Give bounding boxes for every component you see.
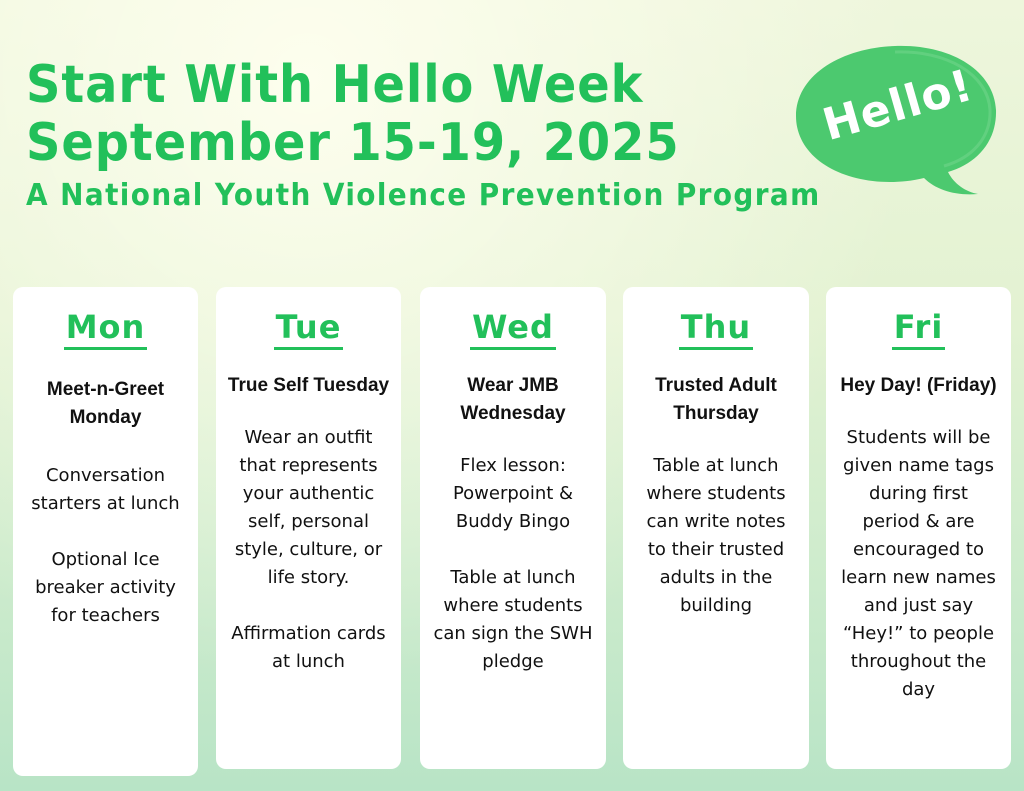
event-dates: September 15-19, 2025 — [26, 113, 680, 173]
day-activity: Table at lunch where students can sign the SWH pledge — [433, 567, 593, 672]
day-description — [623, 452, 809, 620]
day-card-fri — [826, 287, 1011, 769]
day-description — [216, 424, 401, 676]
day-theme-title: Trusted Adult Thursday — [655, 375, 777, 424]
day-heading: Fri — [892, 309, 946, 350]
day-card-mon — [13, 287, 198, 776]
day-activity: Wear an outfit that represents your authentic self, personal style, culture, or life story. — [234, 427, 383, 588]
day-heading: Tue — [274, 309, 344, 350]
day-activity: Table at lunch where students can write notes to their trusted adults in the building — [646, 455, 786, 616]
day-theme-title: Wear JMB Wednesday — [460, 375, 566, 424]
day-card-tue — [216, 287, 401, 769]
day-description — [420, 452, 606, 676]
day-activity: Optional Ice breaker activity for teachers — [35, 549, 176, 626]
day-card-wed — [420, 287, 606, 769]
day-description — [13, 462, 198, 630]
day-card-thu — [623, 287, 809, 769]
day-theme-title: Meet-n-Greet Monday — [46, 379, 165, 428]
day-activity: Flex lesson: Powerpoint & Buddy Bingo — [452, 455, 574, 532]
page-title: Start With Hello Week — [26, 55, 644, 115]
page-subtitle: A National Youth Violence Prevention Program — [26, 178, 821, 213]
day-description — [826, 424, 1011, 704]
day-heading: Thu — [679, 309, 753, 350]
hello-text: Hello! — [817, 59, 979, 152]
hello-speech-bubble — [790, 38, 1000, 198]
day-heading: Mon — [64, 309, 148, 350]
day-heading: Wed — [470, 309, 556, 350]
day-theme-title: Hey Day! (Friday) — [840, 375, 997, 396]
header — [26, 56, 880, 216]
day-activity: Students will be given name tags during first period & are encouraged to learn new names and just say “Hey!” to people throughout the day — [841, 427, 996, 700]
day-theme-title: True Self Tuesday — [227, 375, 390, 396]
day-activity: Conversation starters at lunch — [31, 465, 180, 514]
day-activity: Affirmation cards at lunch — [231, 623, 386, 672]
